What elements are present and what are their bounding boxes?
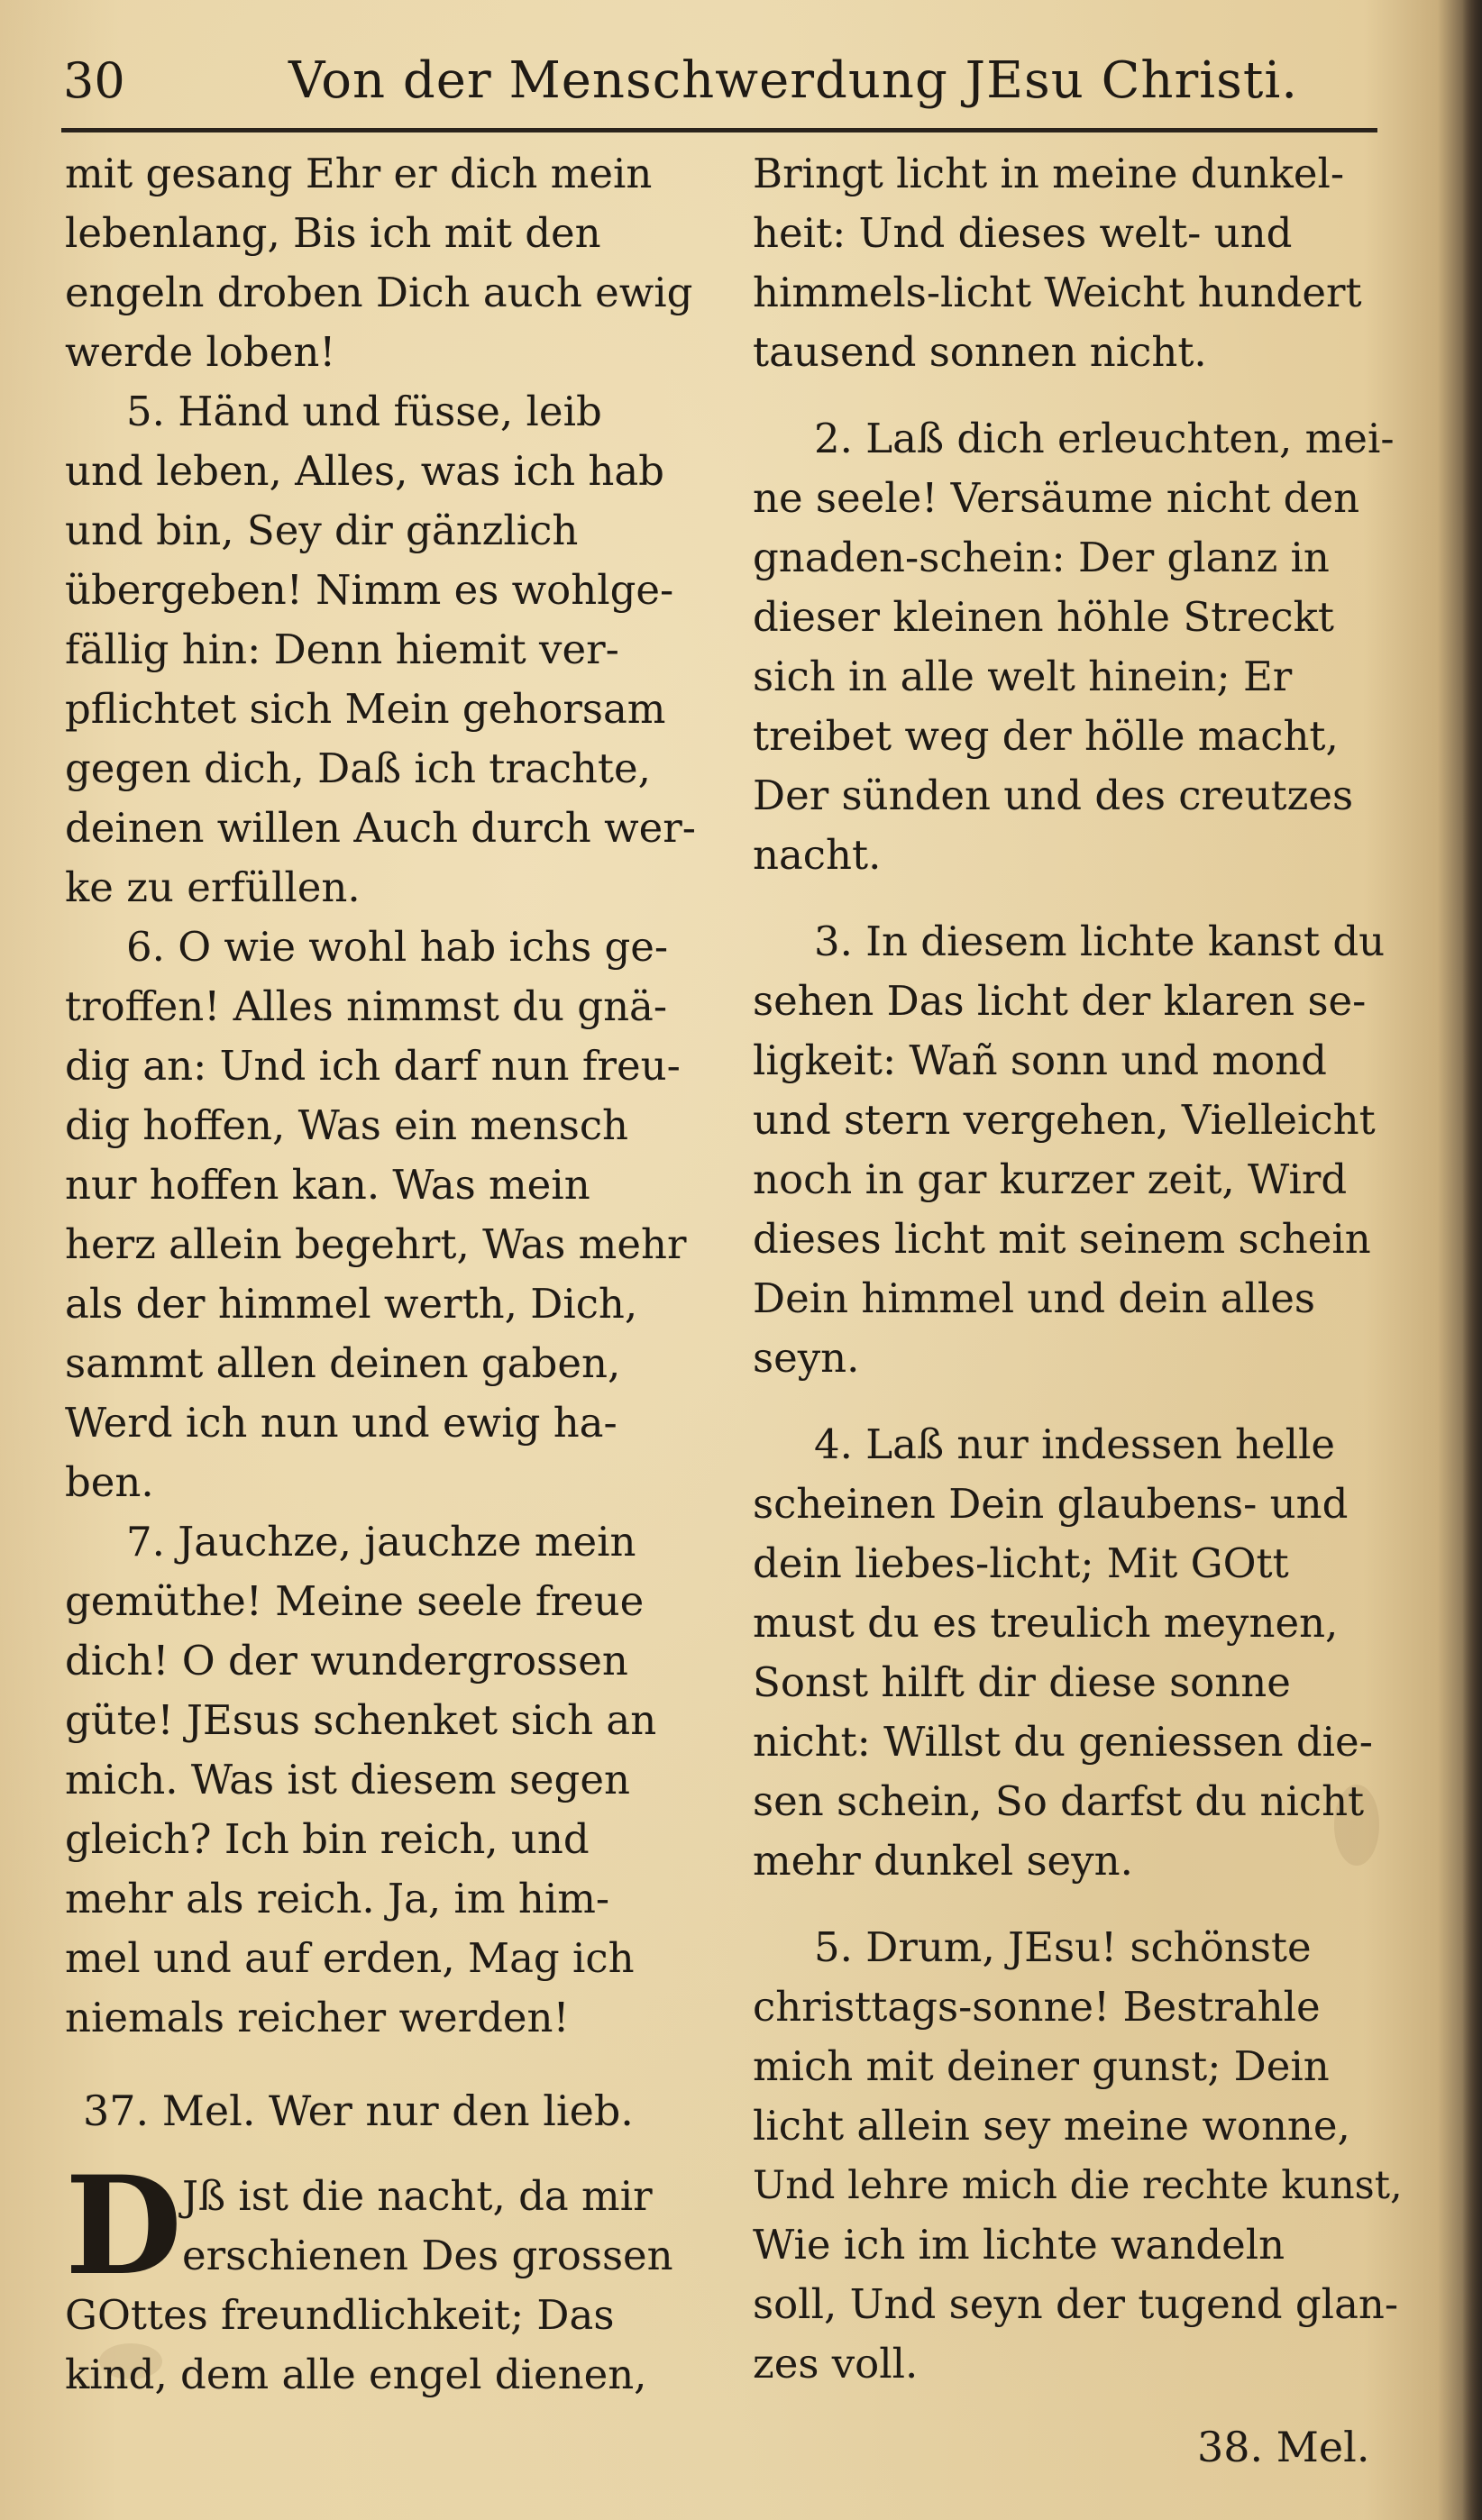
text-line: ne seele! Versäume nicht den xyxy=(753,474,1360,522)
text-line: 2. Laß dich erleuchten, mei- xyxy=(814,415,1395,462)
text-line: 7. Jauchze, jauchze mein xyxy=(126,1518,636,1566)
text-line: mel und auf erden, Mag ich xyxy=(65,1934,635,1982)
text-line: sehen Das licht der klaren se- xyxy=(753,977,1367,1025)
text-line: gegen dich, Daß ich trachte, xyxy=(65,744,651,792)
binding-edge-shadow xyxy=(1462,0,1482,2520)
stanza-continuation xyxy=(65,144,732,382)
text-line: nur hoffen kan. Was mein xyxy=(65,1161,590,1209)
text-line: dig an: Und ich darf nun freu- xyxy=(65,1042,681,1090)
text-line: niemals reicher werden! xyxy=(65,1994,570,2041)
text-line: gleich? Ich bin reich, und xyxy=(65,1815,590,1863)
text-line: güte! JEsus schenket sich an xyxy=(65,1696,657,1744)
text-line: Dein himmel und dein alles xyxy=(753,1274,1315,1322)
text-line: mehr als reich. Ja, im him- xyxy=(65,1875,610,1922)
catchword: 38. Mel. xyxy=(1197,2423,1370,2471)
text-line: werde loben! xyxy=(65,328,336,376)
text-line: als der himmel werth, Dich, xyxy=(65,1280,638,1328)
text-line: mich mit deiner gunst; Dein xyxy=(753,2042,1330,2090)
text-line: übergeben! Nimm es wohlge- xyxy=(65,566,674,614)
text-line: Werd ich nun und ewig ha- xyxy=(65,1399,618,1447)
spacer xyxy=(65,2048,732,2075)
text-line: dieser kleinen höhle Streckt xyxy=(753,593,1334,641)
text-line: GOttes freundlichkeit; Das xyxy=(65,2291,615,2339)
spacer xyxy=(753,382,1411,409)
page-header xyxy=(63,47,1397,119)
text-line: fällig hin: Denn hiemit ver- xyxy=(65,625,619,673)
text-line: 5. Händ und füsse, leib xyxy=(126,388,602,435)
drop-cap: D xyxy=(65,2147,183,2305)
text-line: gemüthe! Meine seele freue xyxy=(65,1577,645,1625)
text-line: seyn. xyxy=(753,1334,860,1382)
text-line: 5. Drum, JEsu! schönste xyxy=(814,1923,1312,1971)
running-title: Von der Menschwerdung JEsu Christi. xyxy=(288,51,1299,110)
text-line: Wie ich im lichte wandeln xyxy=(753,2221,1285,2269)
text-line: 4. Laß nur indessen helle xyxy=(814,1420,1336,1468)
text-line: tausend sonnen nicht. xyxy=(753,328,1207,376)
text-line: nicht: Willst du geniessen die- xyxy=(753,1718,1373,1766)
hymn-37-opening xyxy=(65,2147,732,2345)
stanza-5 xyxy=(65,382,732,918)
text-line: erschienen Des grossen xyxy=(182,2232,673,2279)
hymn-heading: 37. Mel. Wer nur den lieb. xyxy=(83,2086,634,2135)
text-line: Und lehre mich die rechte kunst, xyxy=(753,2163,1403,2208)
text-line: noch in gar kurzer zeit, Wird xyxy=(753,1155,1348,1203)
text-line: kind, dem alle engel dienen, xyxy=(65,2351,647,2398)
text-line: herz allein begehrt, Was mehr xyxy=(65,1220,687,1268)
text-line: licht allein sey meine wonne, xyxy=(753,2102,1350,2150)
right-column xyxy=(753,144,1411,2394)
spacer xyxy=(753,1388,1411,1415)
stanza-5 xyxy=(753,1918,1411,2394)
text-line: pflichtet sich Mein gehorsam xyxy=(65,685,666,733)
text-line: sammt allen deinen gaben, xyxy=(65,1339,621,1387)
text-line: dieses licht mit seinem schein xyxy=(753,1215,1371,1263)
stanza-2 xyxy=(753,409,1411,885)
text-line: ke zu erfüllen. xyxy=(65,863,361,911)
text-line: dich! O der wundergrossen xyxy=(65,1637,628,1685)
text-line: dein liebes-licht; Mit GOtt xyxy=(753,1539,1289,1587)
left-column xyxy=(65,144,732,2405)
text-line: mehr dunkel seyn. xyxy=(753,1837,1133,1885)
stanza-3 xyxy=(753,912,1411,1388)
text-line: nacht. xyxy=(753,831,882,879)
text-line: mich. Was ist diesem segen xyxy=(65,1756,630,1803)
stanza-1-continuation xyxy=(753,144,1411,382)
text-line: sich in alle welt hinein; Er xyxy=(753,653,1293,700)
text-line: lebenlang, Bis ich mit den xyxy=(65,209,601,257)
text-line: dig hoffen, Was ein mensch xyxy=(65,1101,629,1149)
text-line: und bin, Sey dir gänzlich xyxy=(65,507,579,554)
text-line: deinen willen Auch durch wer- xyxy=(65,804,696,852)
stanza-4 xyxy=(753,1415,1411,1891)
text-line: sen schein, So darfst du nicht xyxy=(753,1777,1365,1825)
text-line: Bringt licht in meine dunkel- xyxy=(753,150,1345,197)
spacer xyxy=(753,1891,1411,1918)
spacer xyxy=(753,885,1411,912)
text-line: und stern vergehen, Vielleicht xyxy=(753,1096,1376,1144)
text-line: mit gesang Ehr er dich mein xyxy=(65,150,653,197)
stanza-7 xyxy=(65,1512,732,2048)
text-line: heit: Und dieses welt- und xyxy=(753,209,1293,257)
text-line: zes voll. xyxy=(753,2340,919,2388)
text-line: scheinen Dein glaubens- und xyxy=(753,1480,1349,1528)
text-line: 6. O wie wohl hab ichs ge- xyxy=(126,923,669,971)
text-line: Der sünden und des creutzes xyxy=(753,772,1354,819)
text-line: ligkeit: Wañ sonn und mond xyxy=(753,1036,1327,1084)
header-rule xyxy=(61,128,1377,132)
text-line: treibet weg der hölle macht, xyxy=(753,712,1339,760)
page-number: 30 xyxy=(63,52,125,109)
text-line: 3. In diesem lichte kanst du xyxy=(814,918,1386,965)
text-line: ben. xyxy=(65,1458,154,1506)
text-line: must du es treulich meynen, xyxy=(753,1599,1339,1647)
text-line: soll, Und seyn der tugend glan- xyxy=(753,2280,1399,2328)
text-line: troffen! Alles nimmst du gnä- xyxy=(65,982,668,1030)
text-line: Sonst hilft dir diese sonne xyxy=(753,1658,1291,1706)
text-line: engeln droben Dich auch ewig xyxy=(65,269,693,316)
stanza-6 xyxy=(65,918,732,1512)
text-line: Jß ist die nacht, da mir xyxy=(182,2172,653,2220)
text-line: christtags-sonne! Bestrahle xyxy=(753,1983,1321,2031)
text-line: gnaden-schein: Der glanz in xyxy=(753,534,1330,581)
text-line: und leben, Alles, was ich hab xyxy=(65,447,664,495)
text-line: himmels-licht Weicht hundert xyxy=(753,269,1362,316)
